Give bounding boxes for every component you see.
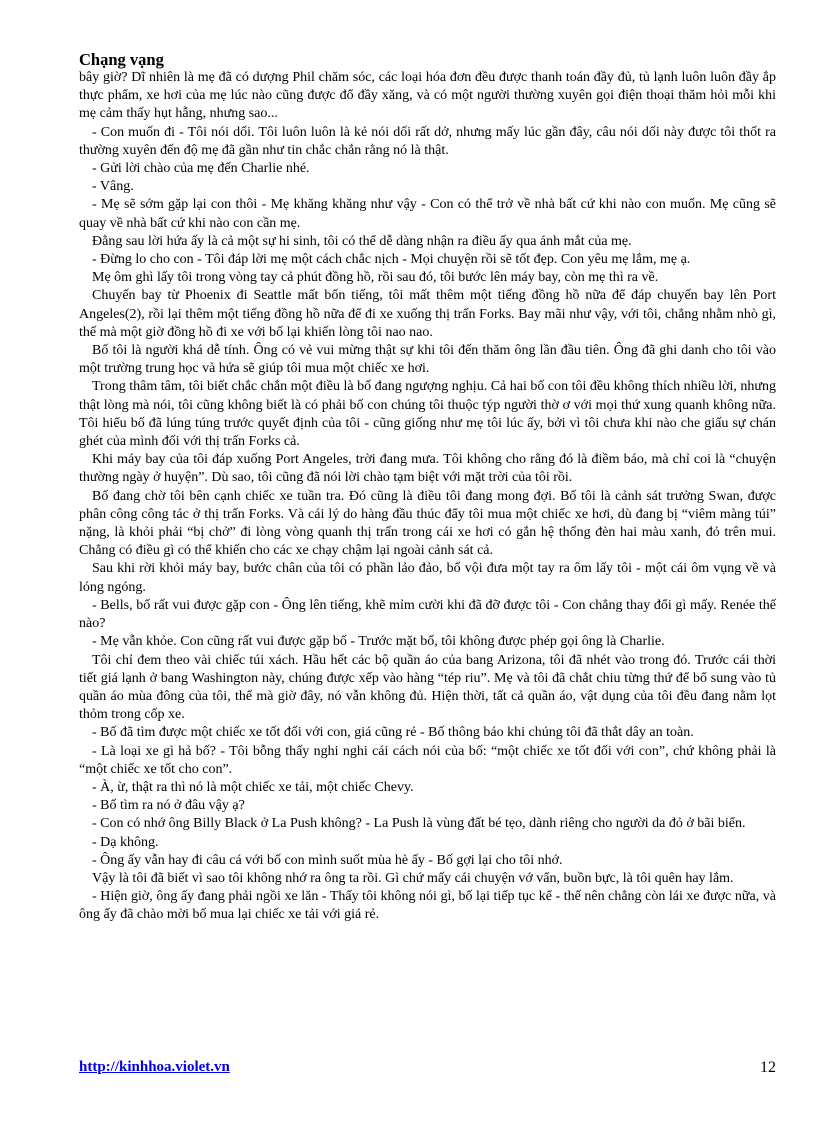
paragraph: - Con có nhớ ông Billy Black ở La Push không? - La Push là vùng đất bé tẹo, dành riêng cho người da đỏ ở bãi biển. (92, 816, 746, 832)
paragraph: - Vâng. (92, 179, 134, 195)
paragraph: - Gửi lời chào của mẹ đến Charlie nhé. (92, 161, 310, 177)
paragraph: Tôi chỉ đem theo vài chiếc túi xách. Hầu hết các bộ quần áo của bang Arizona, tôi đã nhét vào trong đó. Trước cái thời tiết giá lạnh ở bang Washington này, chúng được xếp vào hàng “tép riu”. Mẹ và tôi đã chắt chiu từng thứ để bổ sung vào tủ quần áo mùa đông của tôi, thế mà giờ đây, nó vẫn không đủ. Hiện thời, tất cả quần áo, vật dụng của tôi đều đang nằm lọt thỏm trong cốp xe. (79, 652, 776, 723)
paragraph: - Mẹ vẫn khỏe. Con cũng rất vui được gặp bố - Trước mặt bố, tôi không được phép gọi ông là Charlie. (92, 634, 665, 650)
paragraph: Trong thâm tâm, tôi biết chắc chắn một điều là bố đang ngượng nghịu. Cả hai bố con tôi đều không thích nhiều lời, nhưng thật lòng mà nói, tôi cũng không biết là có phải bố con chúng tôi thuộc týp người thờ ơ với mọi thứ xung quanh không nữa. Tôi hiểu bố đã lúng túng trước quyết định của tôi - cũng giống như mẹ tôi lúc ấy, bởi vì tôi chưa khi nào che giấu sự chán ghét của mình đối với thị trấn Forks cả. (79, 379, 776, 450)
paragraph: Chuyến bay từ Phoenix đi Seattle mất bốn tiếng, tôi mất thêm một tiếng đồng hồ nữa để đáp chuyến bay lên Port Angeles(2), rồi lại thêm một tiếng đồng hồ nữa để đi xe xuống thị trấn Forks. Bay mãi như vậy, với tôi, chẳng nhằm nhò gì, thế mà một giờ đồng hồ đi xe với bố lại khiến lòng tôi nao nao. (79, 288, 776, 340)
body-text (79, 69, 776, 925)
paragraph: Vậy là tôi đã biết vì sao tôi không nhớ ra ông ta rồi. Gì chứ mấy cái chuyện vớ vẩn, buồn bực, là tôi quên hay lắm. (92, 870, 734, 886)
paragraph: bây giờ? Dĩ nhiên là mẹ đã có dượng Phil chăm sóc, các loại hóa đơn đều được thanh toán đầy đủ, tủ lạnh luôn luôn đầy ắp thực phẩm, xe hơi của mẹ lúc nào cũng được đổ đầy xăng, và có một người thường xuyên gọi điện thoại thăm hỏi mỗi khi mẹ cảm thấy hụt hẫng, nhưng sao... (79, 70, 776, 122)
page-number: 12 (760, 1059, 776, 1076)
footer-website-link[interactable]: http://kinhhoa.violet.vn (79, 1059, 230, 1075)
paragraph: Khi máy bay của tôi đáp xuống Port Angeles, trời đang mưa. Tôi không cho rằng đó là điềm báo, mà chỉ coi là “chuyện thường ngày ở huyện”. Dù sao, tôi cũng đã nói lời chào tạm biệt với mặt trời của tôi rồi. (79, 452, 776, 486)
paragraph: - Bells, bố rất vui được gặp con - Ông lên tiếng, khẽ mỉm cười khi đã đỡ được tôi - Con chẳng thay đổi gì mấy. Renée thế nào? (79, 597, 776, 632)
paragraph: - Con muốn đi - Tôi nói dối. Tôi luôn luôn là kẻ nói dối rất dở, nhưng mấy lúc gần đây, câu nói dối này được tôi thốt ra thường xuyên đến độ mẹ đã gần như tin chắc chắn rằng nó là thật. (79, 124, 776, 158)
paragraph: - Là loại xe gì hả bố? - Tôi bỗng thấy nghi nghi cái cách nói của bố: “một chiếc xe tốt đối với con”, chứ không phải là “một chiếc xe tốt cho con”. (79, 743, 776, 777)
paragraph: Bố đang chờ tôi bên cạnh chiếc xe tuần tra. Đó cũng là điều tôi đang mong đợi. Bố tôi là cảnh sát trưởng Swan, được phân công công tác ở thị trấn Forks. Và cái lý do hàng đầu thúc đẩy tôi mua một chiếc xe hơi, dù đang bị “viêm màng túi” nặng, là khỏi phải “bị chở” đi lòng vòng quanh thị trấn trong cái xe hơi có gắn hệ thống đèn hai màu xanh, đỏ trên mui. Chẳng có điều gì có thể khiến cho các xe chạy chậm lại ngoài cảnh sát cả. (79, 488, 776, 559)
paragraph: - Bố tìm ra nó ở đâu vậy ạ? (92, 798, 245, 814)
page-title: Chạng vạng (79, 50, 164, 69)
paragraph: Đằng sau lời hứa ấy là cả một sự hi sinh, tôi có thể dễ dàng nhận ra điều ấy qua ánh mắt của mẹ. (92, 233, 632, 249)
paragraph: Mẹ ôm ghì lấy tôi trong vòng tay cả phút đồng hồ, rồi sau đó, tôi bước lên máy bay, còn mẹ thì ra về. (92, 270, 659, 286)
paragraph: Sau khi rời khỏi máy bay, bước chân của tôi có phần lảo đảo, bố vội đưa một tay ra ôm lấy tôi - một cái ôm vụng về và lóng ngóng. (79, 561, 776, 595)
paragraph: - Bố đã tìm được một chiếc xe tốt đối với con, giá cũng rẻ - Bố thông báo khi chúng tôi đã thắt dây an toàn. (92, 725, 694, 741)
paragraph: - Ông ấy vẫn hay đi câu cá với bố con mình suốt mùa hè ấy - Bố gợi lại cho tôi nhớ. (92, 852, 563, 868)
paragraph: - Hiện giờ, ông ấy đang phải ngồi xe lăn - Thấy tôi không nói gì, bố lại tiếp tục kể - thế nên chẳng còn lái xe được nữa, và ông ấy đã chào mời bố mua lại chiếc xe tải với giá rẻ. (79, 889, 776, 923)
paragraph: - Mẹ sẽ sớm gặp lại con thôi - Mẹ khăng khăng như vậy - Con có thể trở về nhà bất cứ khi nào con muốn. Mẹ cũng sẽ quay về nhà bất cứ khi nào con cần mẹ. (79, 197, 776, 231)
paragraph: Bố tôi là người khá dễ tính. Ông có vẻ vui mừng thật sự khi tôi đến thăm ông lần đầu tiên. Ông đã ghi danh cho tôi vào một trường trung học và hứa sẽ giúp tôi mua một chiếc xe hơi. (79, 343, 776, 377)
paragraph: - Đừng lo cho con - Tôi đáp lời mẹ một cách chắc nịch - Mọi chuyện rồi sẽ tốt đẹp. Con yêu mẹ lắm, mẹ ạ. (92, 252, 691, 268)
paragraph: - À, ừ, thật ra thì nó là một chiếc xe tải, một chiếc Chevy. (92, 779, 414, 795)
paragraph: - Dạ không. (92, 834, 159, 850)
